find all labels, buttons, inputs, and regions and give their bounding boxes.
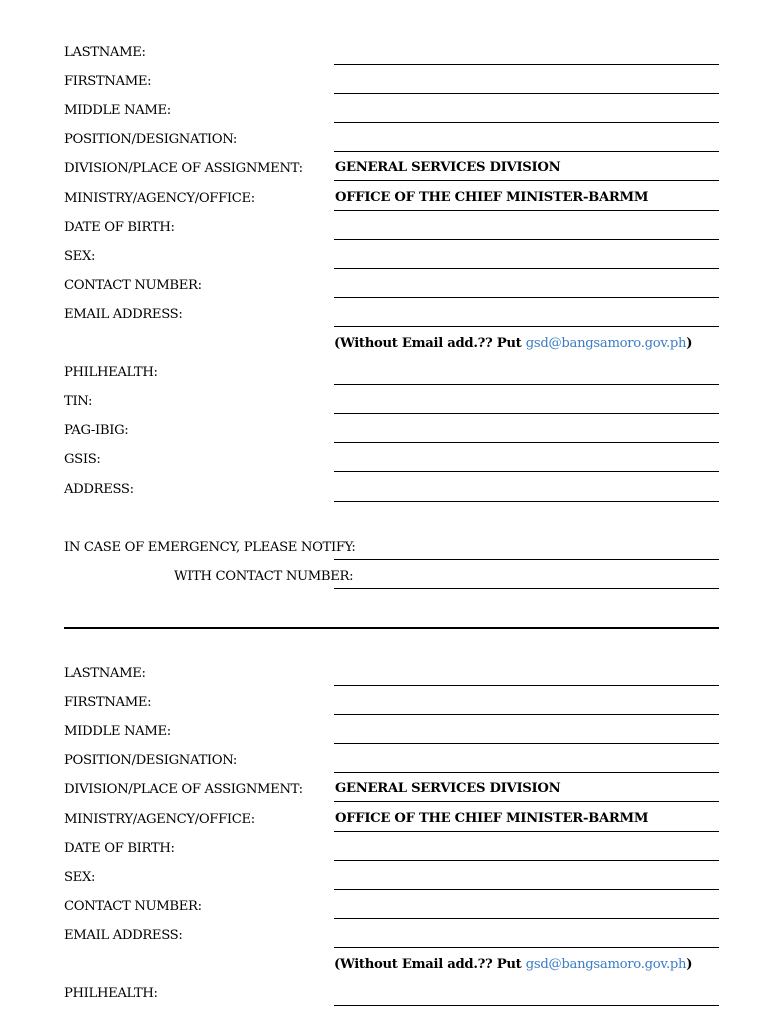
position-label: POSITION/DESIGNATION: (64, 132, 238, 148)
default-email-link[interactable]: gsd@bangsamoro.gov.ph (525, 957, 687, 973)
ministry-row (64, 802, 719, 831)
philhealth-row (64, 977, 719, 1006)
emergency-row (64, 531, 719, 560)
ministry-value: OFFICE OF THE CHIEF MINISTER-BARMM (335, 810, 649, 826)
address-row (64, 472, 719, 501)
philhealth-label: PHILHEALTH: (64, 986, 158, 1002)
philhealth-label: PHILHEALTH: (64, 365, 158, 381)
dob-label: DATE OF BIRTH: (64, 840, 175, 856)
contact-label: CONTACT NUMBER: (64, 898, 202, 914)
contact-row (64, 269, 719, 298)
address-label: ADDRESS: (64, 481, 134, 497)
pagibig-row (64, 414, 719, 443)
middle-name-label: MIDDLE NAME: (64, 724, 171, 740)
employee-form-1 (64, 36, 719, 589)
sex-label: SEX: (64, 869, 96, 885)
lastname-label: LASTNAME: (64, 666, 146, 682)
emergency-contact-label: WITH CONTACT NUMBER: (174, 568, 354, 584)
section-divider (64, 627, 719, 629)
contact-row (64, 890, 719, 919)
sex-row (64, 861, 719, 890)
philhealth-row (64, 356, 719, 385)
dob-row (64, 832, 719, 861)
ministry-label: MINISTRY/AGENCY/OFFICE: (64, 811, 255, 827)
division-row (64, 152, 719, 181)
middle-name-row (64, 94, 719, 123)
firstname-label: FIRSTNAME: (64, 74, 152, 90)
division-value: GENERAL SERVICES DIVISION (335, 160, 561, 176)
email-note-prefix: (Without Email add.?? Put (334, 336, 526, 352)
ministry-row (64, 181, 719, 210)
sex-row (64, 240, 719, 269)
ministry-label: MINISTRY/AGENCY/OFFICE: (64, 190, 255, 206)
middle-name-row (64, 715, 719, 744)
email-note-row (64, 948, 719, 977)
division-label: DIVISION/PLACE OF ASSIGNMENT: (64, 782, 303, 798)
tin-row (64, 385, 719, 414)
email-row (64, 919, 719, 948)
emergency-contact-field[interactable] (334, 588, 719, 589)
employee-form-2 (64, 657, 719, 1006)
email-note-row (64, 327, 719, 356)
email-row (64, 298, 719, 327)
email-note-suffix: ) (686, 336, 693, 352)
ministry-value: OFFICE OF THE CHIEF MINISTER-BARMM (335, 189, 649, 205)
position-row (64, 744, 719, 773)
middle-name-label: MIDDLE NAME: (64, 103, 171, 119)
lastname-row (64, 657, 719, 686)
tin-label: TIN: (64, 394, 93, 410)
dob-label: DATE OF BIRTH: (64, 219, 175, 235)
gsis-row (64, 443, 719, 472)
spacer (64, 502, 719, 531)
contact-label: CONTACT NUMBER: (64, 277, 202, 293)
firstname-label: FIRSTNAME: (64, 695, 152, 711)
position-label: POSITION/DESIGNATION: (64, 753, 238, 769)
pagibig-label: PAG-IBIG: (64, 423, 129, 439)
division-label: DIVISION/PLACE OF ASSIGNMENT: (64, 161, 303, 177)
emergency-contact-row (64, 560, 719, 589)
email-label: EMAIL ADDRESS: (64, 927, 183, 943)
email-note (334, 957, 692, 972)
email-note (334, 336, 692, 351)
division-row (64, 773, 719, 802)
dob-row (64, 211, 719, 240)
lastname-label: LASTNAME: (64, 45, 146, 61)
email-label: EMAIL ADDRESS: (64, 306, 183, 322)
firstname-row (64, 686, 719, 715)
division-value: GENERAL SERVICES DIVISION (335, 781, 561, 797)
position-row (64, 123, 719, 152)
emergency-label: IN CASE OF EMERGENCY, PLEASE NOTIFY: (64, 539, 356, 555)
philhealth-field[interactable] (334, 1005, 719, 1006)
lastname-row (64, 36, 719, 65)
gsis-label: GSIS: (64, 452, 101, 468)
firstname-row (64, 65, 719, 94)
sex-label: SEX: (64, 248, 96, 264)
email-note-suffix: ) (686, 957, 693, 973)
email-note-prefix: (Without Email add.?? Put (334, 957, 526, 973)
default-email-link[interactable]: gsd@bangsamoro.gov.ph (525, 336, 687, 352)
